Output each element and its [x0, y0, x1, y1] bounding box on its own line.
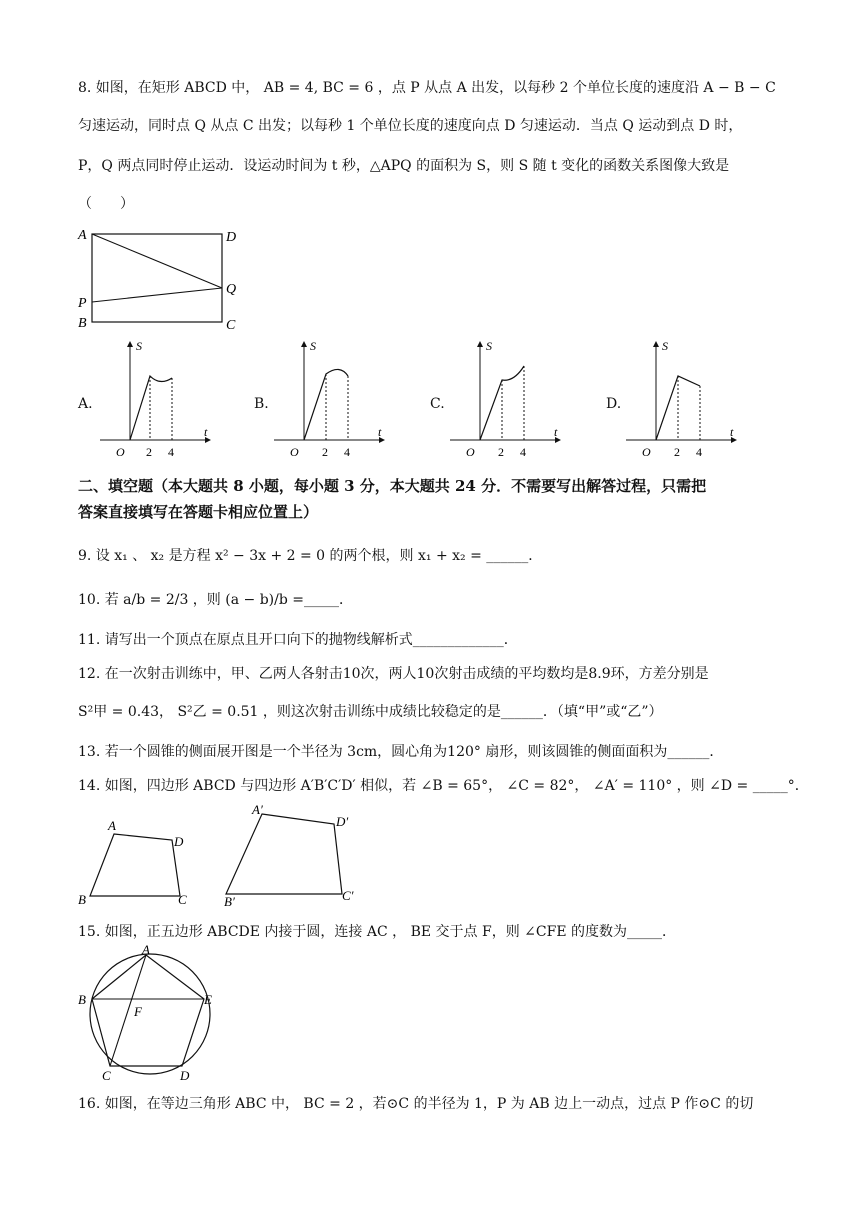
origin: O: [642, 445, 651, 459]
q13-text: 13. 若一个圆锥的侧面展开图是一个半径为 3cm，圆心角为120° 扇形，则该圆锥的侧面面积为______．: [78, 744, 724, 760]
q14-C-prime: C′: [342, 888, 354, 903]
origin: O: [466, 445, 475, 459]
option-b-graph[interactable]: [272, 338, 392, 460]
q8-line-2: 匀速运动，同时点 Q 从点 C 出发；以每秒 1 个单位长度的速度向点 D 匀速运动．当点 Q 运动到点 D 时，: [78, 118, 743, 134]
label-C: C: [226, 318, 236, 333]
q11-text: 11. 请写出一个顶点在原点且开口向下的抛物线解析式_____________．: [78, 632, 518, 648]
q14-C: C: [178, 892, 187, 907]
axis-s: S: [486, 339, 492, 353]
q14-D: D: [174, 834, 184, 849]
q15-text: 15. 如图，正五边形 ABCDE 内接于圆，连接 AC ， BE 交于点 F，则 ∠CFE 的度数为_____．: [78, 924, 676, 940]
q14-text: 14. 如图，四边形 ABCD 与四边形 A′B′C′D′ 相似，若 ∠B = 65°， ∠C = 82°， ∠A′ = 110° ，则 ∠D = _____°．: [78, 778, 809, 794]
q15-B: B: [78, 992, 86, 1007]
q14-B: B: [78, 892, 86, 907]
origin: O: [116, 445, 125, 459]
tick-2: 2: [498, 445, 504, 459]
q10-text: 10. 若 a/b = 2/3 ，则 (a − b)/b =_____．: [78, 592, 353, 608]
option-c-graph[interactable]: [448, 338, 568, 460]
q14-A-prime: A′: [252, 802, 263, 817]
label-D: D: [226, 230, 237, 245]
tick-4: 4: [344, 445, 350, 459]
tick-4: 4: [520, 445, 526, 459]
option-c-label[interactable]: C.: [430, 396, 445, 412]
axis-t: t: [730, 425, 734, 439]
axis-s: S: [136, 339, 142, 353]
q12-line-2: S²甲 = 0.43， S²乙 = 0.51 ，则这次射击训练中成绩比较稳定的是______．（填“甲”或“乙”）: [78, 704, 663, 720]
q15-pentagon-figure: [76, 944, 226, 1084]
q15-D: D: [180, 1068, 190, 1083]
tick-2: 2: [146, 445, 152, 459]
axis-t: t: [554, 425, 558, 439]
q9-text: 9. 设 x₁ 、 x₂ 是方程 x² − 3x + 2 = 0 的两个根，则 x₁ + x₂ = ______．: [78, 548, 543, 564]
option-d-label[interactable]: D.: [606, 396, 622, 412]
label-B: B: [78, 316, 87, 331]
axis-s: S: [662, 339, 668, 353]
q15-C: C: [102, 1068, 111, 1083]
q15-A: A: [142, 944, 150, 957]
q12-line-1: 12. 在一次射击训练中，甲、乙两人各射击10次，两人10次射击成绩的平均数均是8.9环，方差分别是: [78, 666, 709, 682]
q8-line-1: 8. 如图，在矩形 ABCD 中， AB = 4, BC = 6 ，点 P 从点 A 出发，以每秒 2 个单位长度的速度沿 A − B − C: [78, 80, 776, 96]
q14-D-prime: D′: [336, 814, 349, 829]
option-a-label[interactable]: A.: [78, 396, 93, 412]
q8-answer-bracket: （ ）: [78, 196, 134, 212]
axis-t: t: [204, 425, 208, 439]
label-Q: Q: [226, 282, 237, 297]
section-heading-line-1: 二、填空题（本大题共 8 小题，每小题 3 分，本大题共 24 分．不需要写出解答过程，只需把: [78, 477, 707, 495]
origin: O: [290, 445, 299, 459]
q16-text: 16. 如图，在等边三角形 ABC 中， BC = 2 ，若⊙C 的半径为 1，P 为 AB 边上一动点，过点 P 作⊙C 的切: [78, 1096, 754, 1112]
option-a-graph[interactable]: [96, 338, 216, 460]
tick-4: 4: [168, 445, 174, 459]
option-d-graph[interactable]: [624, 338, 744, 460]
tick-2: 2: [322, 445, 328, 459]
q8-line-3: P，Q 两点同时停止运动．设运动时间为 t 秒，△APQ 的面积为 S，则 S 随 t 变化的函数关系图像大致是: [78, 158, 730, 174]
axis-s: S: [310, 339, 316, 353]
q15-E: E: [204, 992, 212, 1007]
section-heading-line-2: 答案直接填写在答题卡相应位置上）: [78, 503, 319, 521]
q8-rectangle-figure: [74, 224, 254, 336]
q14-A: A: [108, 818, 116, 833]
tick-2: 2: [674, 445, 680, 459]
q15-F: F: [134, 1004, 142, 1019]
label-P: P: [78, 296, 87, 311]
option-b-label[interactable]: B.: [254, 396, 269, 412]
tick-4: 4: [696, 445, 702, 459]
q14-B-prime: B′: [224, 894, 235, 908]
q14-quadrilaterals-figure: [76, 800, 376, 908]
label-A: A: [78, 228, 87, 243]
axis-t: t: [378, 425, 382, 439]
